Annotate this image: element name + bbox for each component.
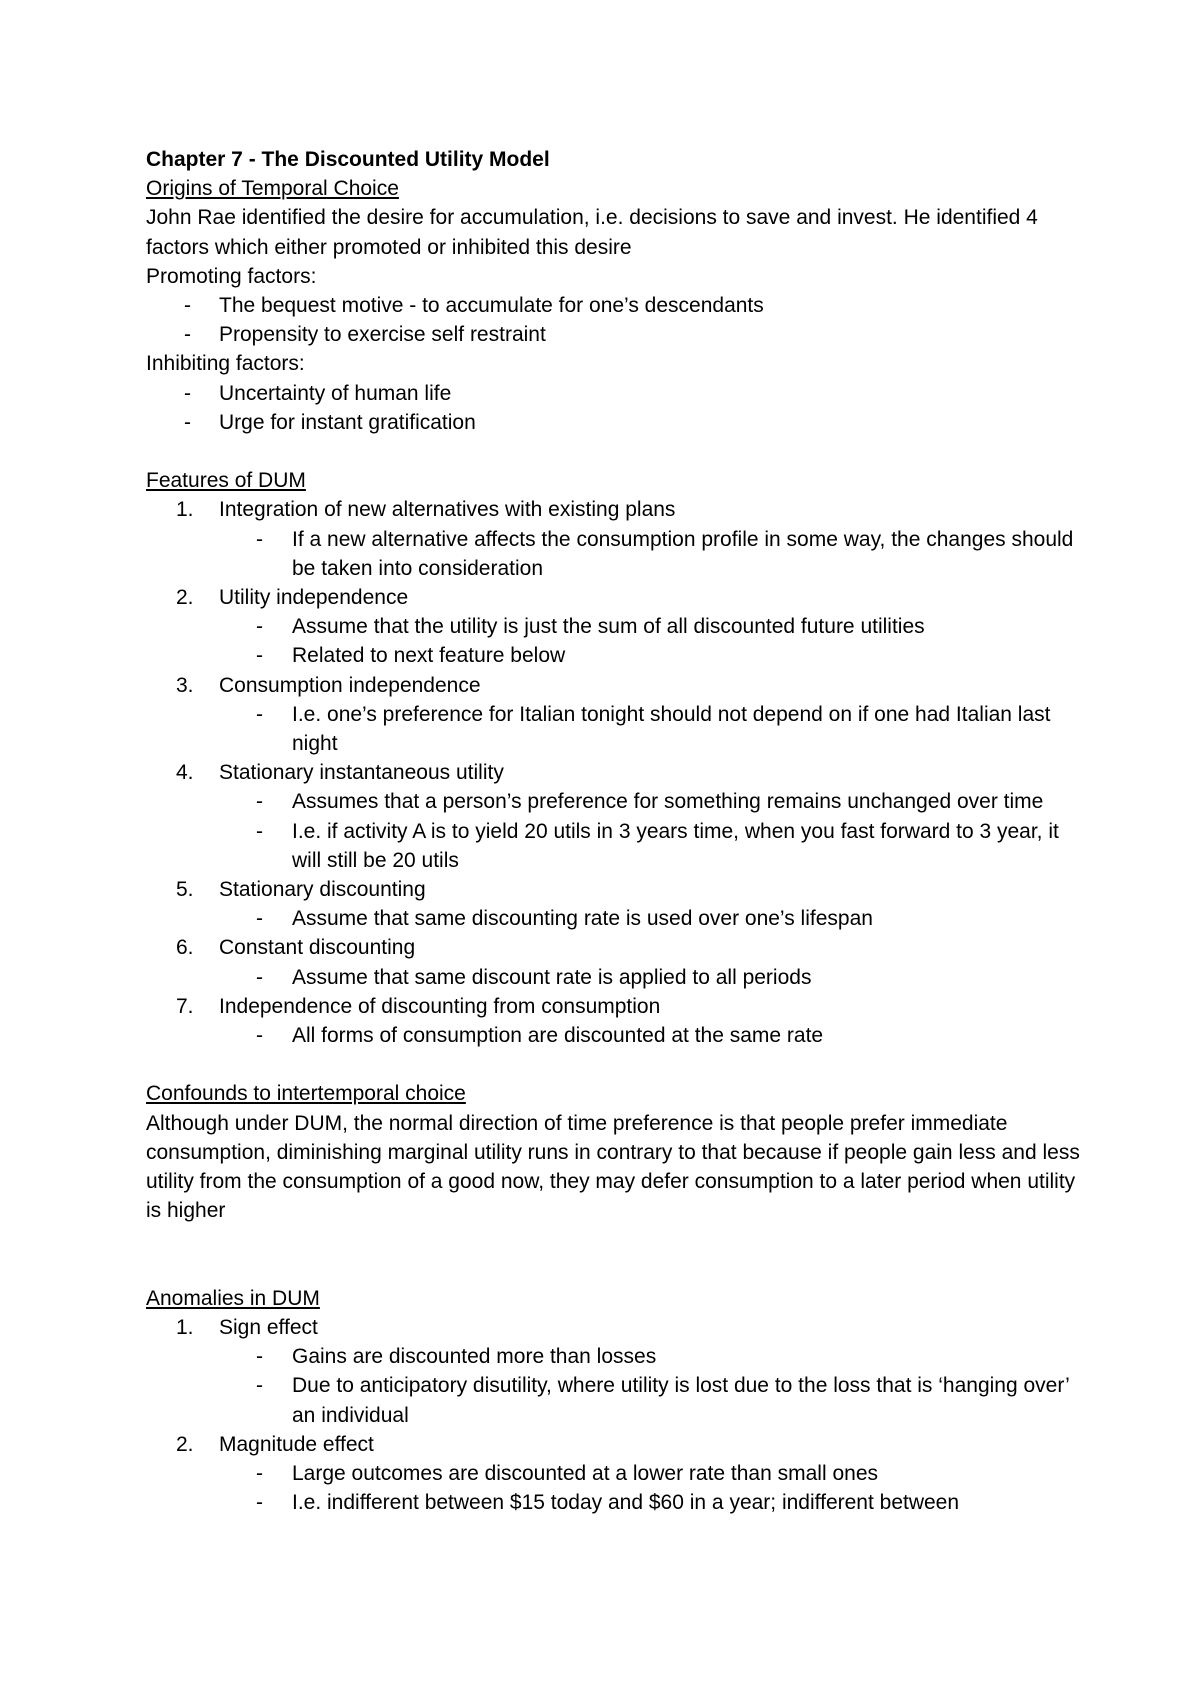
item-label: Independence of discounting from consumption — [219, 994, 661, 1018]
item-label: Constant discounting — [219, 936, 416, 960]
dash-marker: - — [184, 381, 191, 405]
sub-item — [146, 1459, 1086, 1488]
numbered-item — [146, 933, 1086, 962]
numbered-item — [146, 758, 1086, 787]
sub-item — [146, 641, 1086, 670]
item-label: Utility independence — [219, 586, 409, 610]
numbered-item — [146, 1430, 1086, 1459]
numbered-item — [146, 875, 1086, 904]
chapter-title: Chapter 7 - The Discounted Utility Model — [146, 148, 550, 171]
item-number: 2. — [176, 586, 194, 610]
list-item-text: Urge for instant gratification — [219, 410, 476, 434]
origins-heading: Origins of Temporal Choice — [146, 177, 399, 201]
sub-item — [146, 904, 1086, 933]
sub-item-text: Due to anticipatory disutility, where utility is lost due to the loss that is ‘hanging over’ an individual — [292, 1374, 1069, 1427]
dash-marker: - — [256, 702, 263, 726]
dash-marker: - — [256, 790, 263, 814]
inhibiting-label: Inhibiting factors: — [146, 352, 305, 376]
item-number: 4. — [176, 761, 194, 785]
dash-marker: - — [256, 1345, 263, 1369]
dash-marker: - — [256, 965, 263, 989]
sub-item-text: Assumes that a person’s preference for something remains unchanged over time — [292, 790, 1044, 814]
numbered-item — [146, 495, 1086, 524]
item-number: 1. — [176, 498, 194, 522]
sub-item — [146, 1488, 1086, 1517]
confounds-body: Although under DUM, the normal direction of time preference is that people prefer immediate consumption, diminishing marginal utility runs in contrary to that because if people gain less and less utility from the consumption of a good now, they may defer consumption to a later period when utility is higher — [146, 1111, 1080, 1223]
features-heading: Features of DUM — [146, 469, 306, 493]
confounds-heading: Confounds to intertemporal choice — [146, 1082, 466, 1106]
sub-item — [146, 700, 1086, 758]
sub-item-text: All forms of consumption are discounted at the same rate — [292, 1024, 824, 1048]
item-number: 5. — [176, 878, 194, 902]
list-item — [146, 408, 1086, 437]
item-label: Magnitude effect — [219, 1432, 374, 1456]
dash-marker: - — [256, 1491, 263, 1515]
item-label: Consumption independence — [219, 673, 481, 697]
dash-marker: - — [256, 907, 263, 931]
list-item-text: Propensity to exercise self restraint — [219, 323, 546, 347]
sub-item-text: Assume that same discount rate is applied to all periods — [292, 965, 812, 989]
item-label: Stationary instantaneous utility — [219, 761, 504, 785]
dash-marker: - — [256, 1462, 263, 1486]
sub-item — [146, 1371, 1086, 1429]
dash-marker: - — [184, 323, 191, 347]
anomalies-heading: Anomalies in DUM — [146, 1286, 320, 1310]
numbered-item — [146, 1313, 1086, 1342]
dash-marker: - — [184, 294, 191, 318]
dash-marker: - — [184, 410, 191, 434]
sub-item-text: I.e. if activity A is to yield 20 utils in 3 years time, when you fast forward to 3 year, it will still be 20 utils — [292, 819, 1059, 872]
item-label: Sign effect — [219, 1316, 318, 1340]
numbered-item — [146, 583, 1086, 612]
dash-marker: - — [256, 1024, 263, 1048]
sub-item — [146, 612, 1086, 641]
dash-marker: - — [256, 819, 263, 843]
sub-item — [146, 525, 1086, 583]
sub-item-text: I.e. indifferent between $15 today and $60 in a year; indifferent between — [292, 1491, 960, 1515]
sub-item-text: Assume that same discounting rate is used over one’s lifespan — [292, 907, 873, 931]
sub-item-text: Assume that the utility is just the sum of all discounted future utilities — [292, 615, 925, 639]
document-page — [146, 145, 1086, 1518]
list-item — [146, 320, 1086, 349]
dash-marker: - — [256, 1374, 263, 1398]
promoting-label: Promoting factors: — [146, 264, 317, 288]
item-number: 7. — [176, 994, 194, 1018]
sub-item-text: Gains are discounted more than losses — [292, 1345, 657, 1369]
sub-item — [146, 1021, 1086, 1050]
sub-item — [146, 963, 1086, 992]
sub-item — [146, 787, 1086, 816]
sub-item — [146, 1342, 1086, 1371]
sub-item-text: If a new alternative affects the consumption profile in some way, the changes should be taken into consideration — [292, 527, 1074, 580]
list-item — [146, 291, 1086, 320]
dash-marker: - — [256, 615, 263, 639]
item-label: Integration of new alternatives with existing plans — [219, 498, 676, 522]
item-number: 3. — [176, 673, 194, 697]
sub-item-text: Related to next feature below — [292, 644, 566, 668]
dash-marker: - — [256, 527, 263, 551]
item-number: 2. — [176, 1432, 194, 1456]
dash-marker: - — [256, 644, 263, 668]
item-number: 1. — [176, 1316, 194, 1340]
sub-item-text: I.e. one’s preference for Italian tonight should not depend on if one had Italian last night — [292, 702, 1051, 756]
sub-item-text: Large outcomes are discounted at a lower rate than small ones — [292, 1462, 879, 1486]
list-item-text: Uncertainty of human life — [219, 381, 452, 405]
list-item — [146, 379, 1086, 408]
item-number: 6. — [176, 936, 194, 960]
origins-intro: John Rae identified the desire for accumulation, i.e. decisions to save and invest. He identified 4 factors which either promoted or inhibited this desire — [146, 206, 1038, 259]
item-label: Stationary discounting — [219, 878, 426, 902]
list-item-text: The bequest motive - to accumulate for one’s descendants — [219, 294, 764, 318]
sub-item — [146, 817, 1086, 875]
numbered-item — [146, 671, 1086, 700]
numbered-item — [146, 992, 1086, 1021]
